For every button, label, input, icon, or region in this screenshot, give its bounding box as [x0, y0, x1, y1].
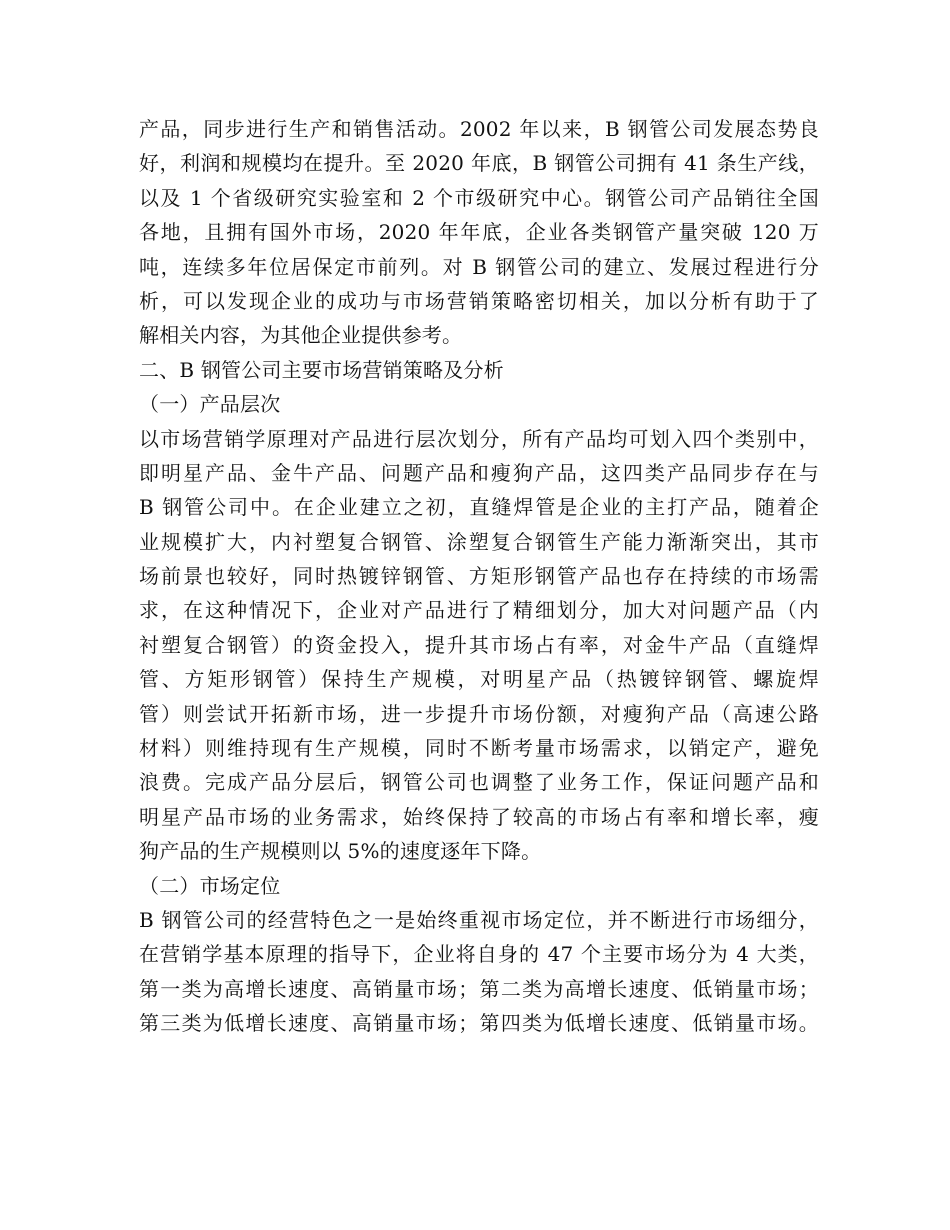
- section-heading: 二、B 钢管公司主要市场营销策略及分析: [139, 357, 504, 382]
- paragraph-line: 第三类为低增长速度、高销量市场；第四类为低增长速度、低销量市场。: [139, 1011, 819, 1036]
- document-body: [139, 112, 819, 1041]
- paragraph-line: 第一类为高增长速度、高销量市场；第二类为高增长速度、低销量市场；: [139, 976, 819, 1001]
- paragraph-line: 即明星产品、金牛产品、问题产品和瘦狗产品，这四类产品同步存在与: [139, 460, 819, 485]
- paragraph-line: B 钢管公司中。在企业建立之初，直缝焊管是企业的主打产品，随着企: [139, 495, 819, 520]
- paragraph-line: 狗产品的生产规模则以 5%的速度逐年下降。: [139, 839, 542, 864]
- paragraph-line: 各地，且拥有国外市场，2020 年年底，企业各类钢管产量突破 120 万: [139, 220, 819, 245]
- paragraph-line: 浪费。完成产品分层后，钢管公司也调整了业务工作，保证问题产品和: [139, 770, 819, 795]
- paragraph-line: 解相关内容，为其他企业提供参考。: [139, 323, 463, 348]
- paragraph-line: 求，在这种情况下，企业对产品进行了精细划分，加大对问题产品（内: [139, 598, 819, 623]
- paragraph-line: 以及 1 个省级研究实验室和 2 个市级研究中心。钢管公司产品销往全国: [139, 185, 819, 210]
- paragraph-line: 衬塑复合钢管）的资金投入，提升其市场占有率，对金牛产品（直缝焊: [139, 632, 819, 657]
- paragraph-line: 管）则尝试开拓新市场，进一步提升市场份额，对瘦狗产品（高速公路: [139, 701, 819, 726]
- paragraph-line: 产品，同步进行生产和销售活动。2002 年以来，B 钢管公司发展态势良: [139, 117, 819, 141]
- paragraph-line: 在营销学基本原理的指导下，企业将自身的 47 个主要市场分为 4 大类，: [139, 942, 819, 967]
- paragraph-line: 以市场营销学原理对产品进行层次划分，所有产品均可划入四个类别中，: [139, 426, 819, 451]
- paragraph-line: B 钢管公司的经营特色之一是始终重视市场定位，并不断进行市场细分，: [139, 907, 819, 932]
- paragraph-line: 场前景也较好，同时热镀锌钢管、方矩形钢管产品也存在持续的市场需: [139, 564, 819, 589]
- subsection-heading: （二）市场定位: [139, 873, 281, 898]
- paragraph-line: 管、方矩形钢管）保持生产规模，对明星产品（热镀锌钢管、螺旋焊: [139, 667, 819, 692]
- paragraph-line: 材料）则维持现有生产规模，同时不断考量市场需求，以销定产，避免: [139, 736, 819, 761]
- paragraph-line: 好，利润和规模均在提升。至 2020 年底，B 钢管公司拥有 41 条生产线，: [139, 151, 819, 176]
- paragraph-line: 析，可以发现企业的成功与市场营销策略密切相关，加以分析有助于了: [139, 288, 819, 313]
- paragraph-line: 业规模扩大，内衬塑复合钢管、涂塑复合钢管生产能力渐渐突出，其市: [139, 529, 819, 554]
- subsection-heading: （一）产品层次: [139, 392, 281, 417]
- paragraph-line: 吨，连续多年位居保定市前列。对 B 钢管公司的建立、发展过程进行分: [139, 254, 819, 279]
- paragraph-line: 明星产品市场的业务需求，始终保持了较高的市场占有率和增长率，瘦: [139, 804, 819, 829]
